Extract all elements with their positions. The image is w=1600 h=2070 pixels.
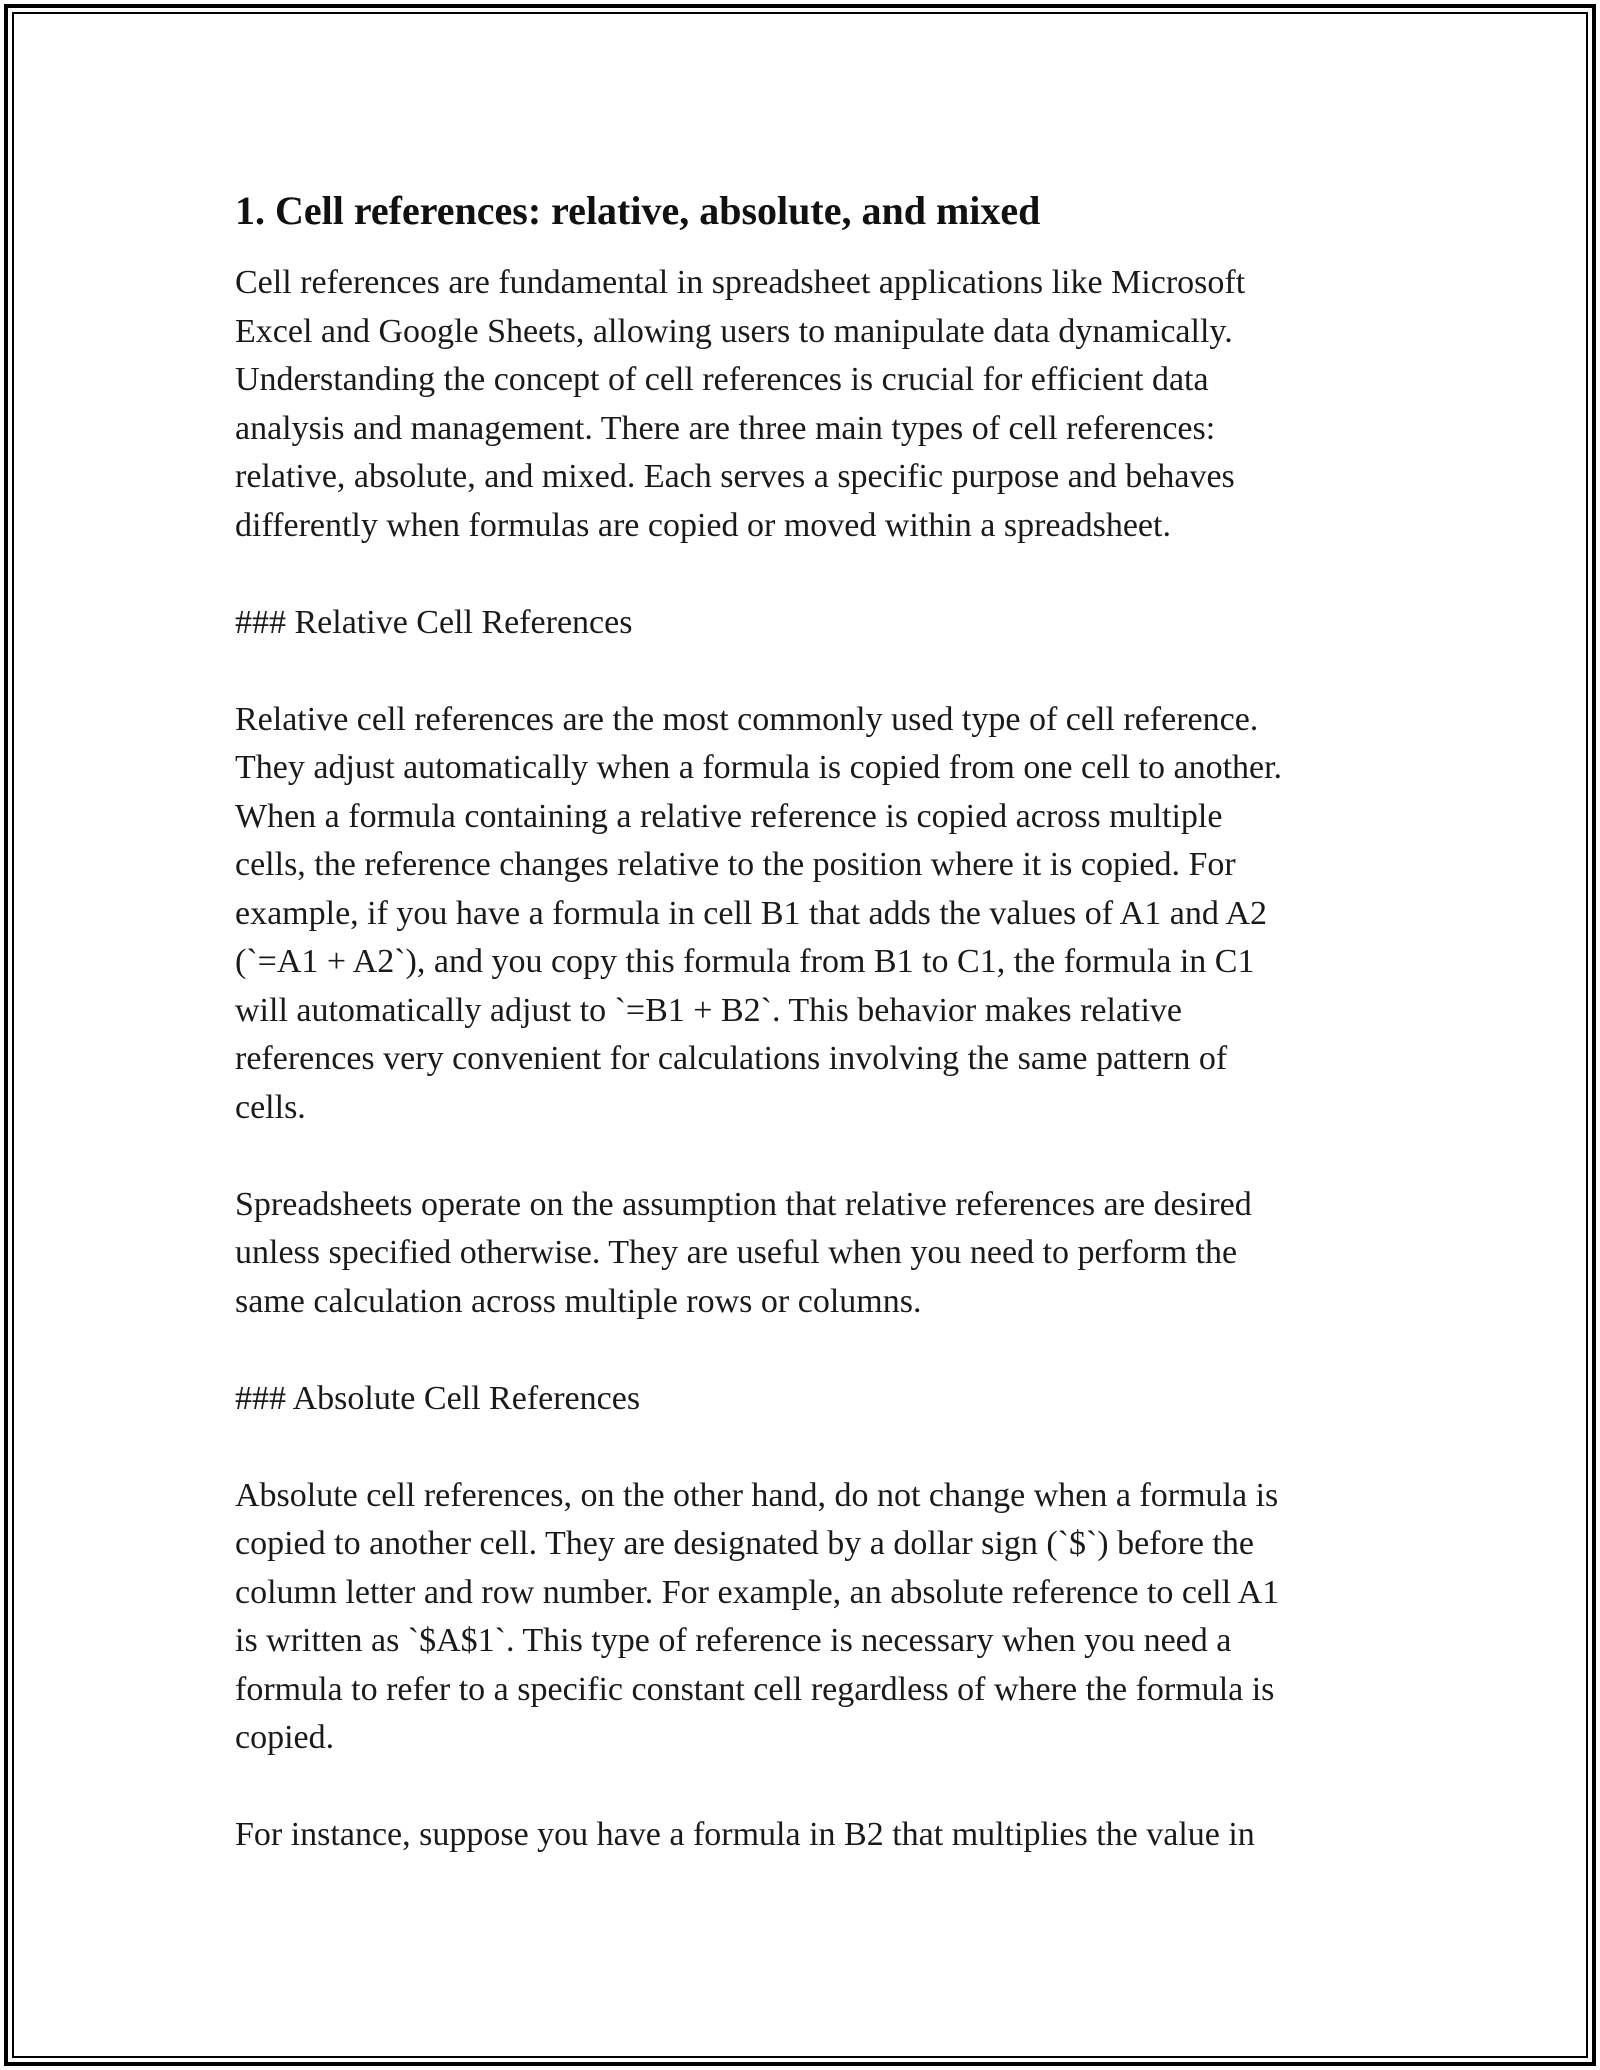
paragraph-intro: [235, 259, 1375, 550]
text-line: will automatically adjust to `=B1 + B2`. This behavior makes relative: [235, 991, 1183, 1029]
paragraph-relative-usage: [235, 1181, 1375, 1327]
text-line: copied to another cell. They are designated by a dollar sign (`$`) before the: [235, 1525, 1254, 1562]
text-line: Absolute cell references, on the other hand, do not change when a formula is: [235, 1476, 1279, 1514]
text-line: cells, the reference changes relative to the position where it is copied. For: [235, 846, 1236, 883]
text-line: Spreadsheets operate on the assumption that relative references are desired: [235, 1185, 1252, 1223]
text-line: (`=A1 + A2`), and you copy this formula from B1 to C1, the formula in C1: [235, 943, 1255, 980]
paragraph-relative-explanation: [235, 696, 1375, 1133]
text-line: same calculation across multiple rows or columns.: [235, 1282, 922, 1320]
document-title: 1. Cell references: relative, absolute, and mixed: [235, 188, 1041, 233]
text-line: copied.: [235, 1719, 335, 1756]
text-line: differently when formulas are copied or moved within a spreadsheet.: [235, 506, 1171, 544]
text-line: For instance, suppose you have a formula in B2 that multiplies the value in: [235, 1816, 1255, 1853]
paragraph-absolute-explanation: [235, 1472, 1375, 1763]
text-line: They adjust automatically when a formula is copied from one cell to another.: [235, 749, 1283, 786]
section-heading-relative: [235, 599, 1375, 648]
text-line: relative, absolute, and mixed. Each serves a specific purpose and behaves: [235, 458, 1235, 495]
text-line: references very convenient for calculations involving the same pattern of: [235, 1040, 1228, 1077]
text-line: ### Absolute Cell References: [235, 1379, 641, 1417]
document-body: [235, 186, 1375, 1908]
text-line: analysis and management. There are three main types of cell references:: [235, 409, 1216, 447]
text-line: Cell references are fundamental in spreadsheet applications like Microsoft: [235, 264, 1246, 301]
section-heading-absolute: [235, 1375, 1375, 1424]
text-line: formula to refer to a specific constant cell regardless of where the formula is: [235, 1670, 1275, 1708]
paragraph-absolute-example: [235, 1811, 1375, 1860]
text-line: Excel and Google Sheets, allowing users to manipulate data dynamically.: [235, 312, 1233, 350]
text-line: When a formula containing a relative reference is copied across multiple: [235, 797, 1223, 835]
text-line: Relative cell references are the most commonly used type of cell reference.: [235, 700, 1259, 738]
text-line: cells.: [235, 1088, 306, 1126]
text-line: ### Relative Cell References: [235, 603, 633, 641]
text-line: is written as `$A$1`. This type of reference is necessary when you need a: [235, 1622, 1232, 1659]
text-line: unless specified otherwise. They are useful when you need to perform the: [235, 1234, 1238, 1271]
text-line: Understanding the concept of cell references is crucial for efficient data: [235, 361, 1209, 398]
text-line: column letter and row number. For example, an absolute reference to cell A1: [235, 1573, 1280, 1611]
text-line: example, if you have a formula in cell B1 that adds the values of A1 and A2: [235, 894, 1268, 932]
